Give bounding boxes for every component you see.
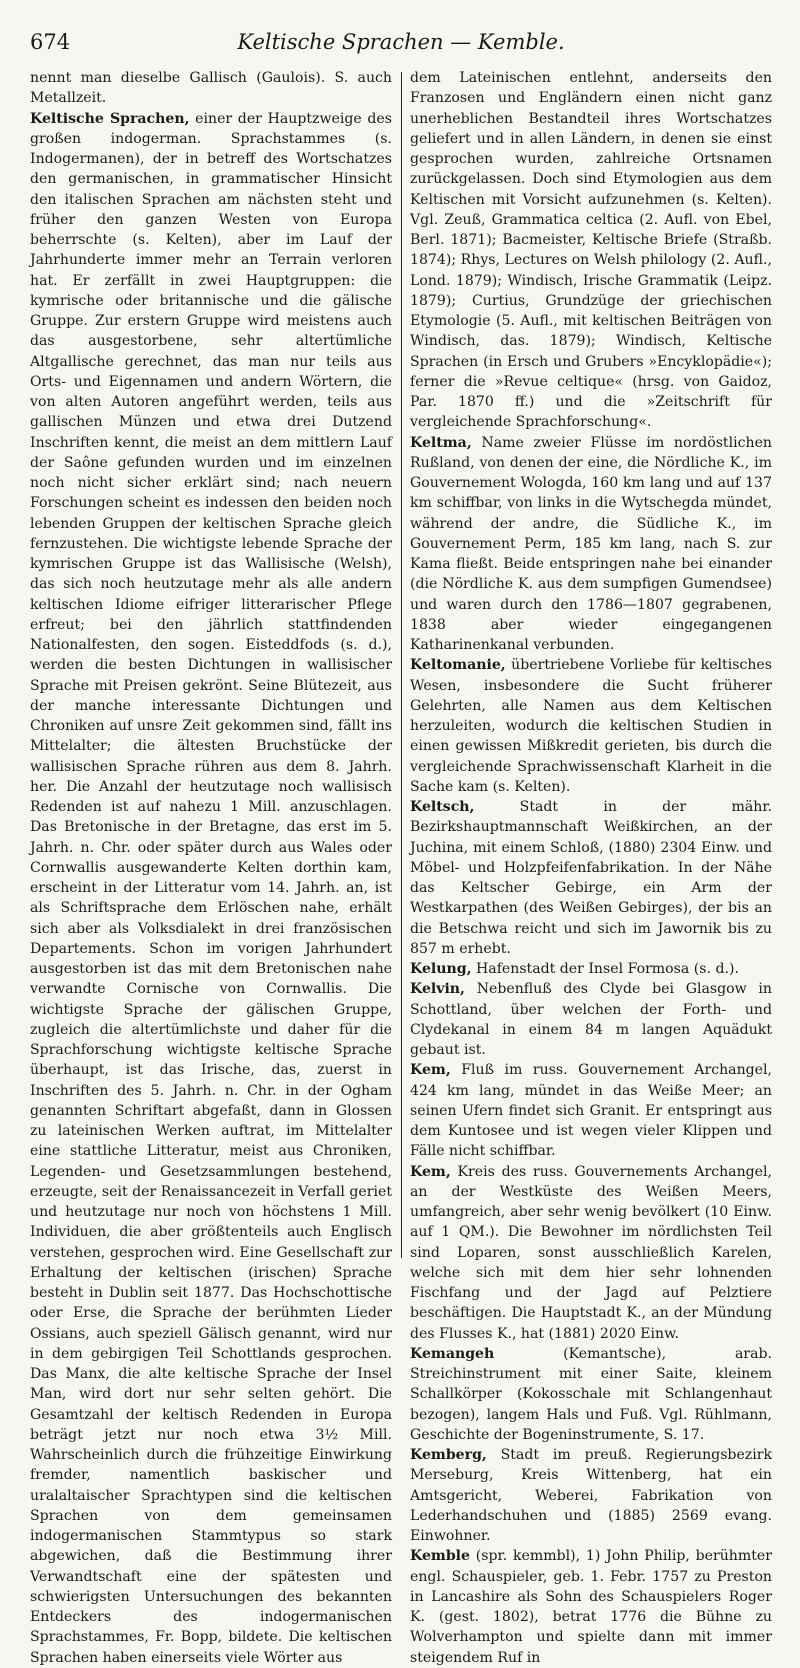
entry-text: Name zweier Flüsse im nordöstlichen Rußland, von denen der eine, die Nördliche K., im Gouvernement Wologda, 160 km lang und auf 137 km schiffbar, von links in die Wytschegda mündet, während der andre, die Südliche K., im Gouvernement Perm, 185 km lang, nach S. zur Kama fließt. Beide entspringen nahe bei einander (die Nördliche K. aus dem sumpfigen Gumendsee) und waren durch den 1786—1807 gegrabenen, 1838 aber wieder eingegangenen Katharinenkanal verbunden. <box>410 434 772 653</box>
column-divider <box>401 72 402 1258</box>
entry-lemma: Kelung, <box>410 961 472 977</box>
entry-text: übertriebene Vorliebe für keltisches Wesen, insbesondere die Sucht früherer Gelehrten, alle Namen aus dem Keltischen herzuleiten, wodurch die keltischen Studien in einen gewissen Mißkredit gerieten, bis durch die vergleichende Sprachwissenschaft Klarheit in die Sache kam (s. Kelten). <box>410 657 772 795</box>
dictionary-entry <box>30 68 392 109</box>
left-column <box>30 68 392 1666</box>
dictionary-entry <box>410 1060 772 1161</box>
dictionary-entry <box>410 1445 772 1546</box>
entry-lemma: Keltma, <box>410 434 472 451</box>
entry-text: nennt man dieselbe Gallisch (Gaulois). S. auch Metallzeit. <box>30 70 392 107</box>
dictionary-entry <box>410 655 772 797</box>
dictionary-entry <box>410 1546 772 1668</box>
entry-text: Stadt in der mähr. Bezirkshauptmannschaft Weißkirchen, an der Juchina, mit einem Schloß, (1880) 2304 Einw. und Möbel- und Holzpfeifenfabrikation. In der Nähe das Keltscher Gebirge, ein Arm der Westkarpathen (des Weißen Gebirges), der bis an die Betschwa reicht und sich im Jawornik bis zu 857 m erhebt. <box>410 799 772 957</box>
entry-text: Kreis des russ. Gouvernements Archangel, an der Westküste des Weißen Meers, umfangreich, aber sehr wenig bevölkert (10 Einw. auf 1 QM.). Die Bewohner im nördlichsten Teil sind Loparen, sonst ausschließlich Karelen, welche sich mit dem hier sehr lohnenden Fischfang und der Jagd auf Pelztiere beschäftigen. Die Hauptstadt K., an der Mündung des Flusses K., hat (1881) 2020 Einw. <box>410 1163 772 1342</box>
entry-lemma: Kemble <box>410 1548 470 1565</box>
entry-lemma: Keltsch, <box>410 799 475 815</box>
right-column <box>410 68 772 1666</box>
entry-text: einer der Hauptzweige des großen indogerman. Sprachstammes (s. Indogermanen), der in betreff des Wortschatzes den germanischen, in grammatischer Hinsicht den italischen Sprachen am nächsten steht und früher den ganzen Westen von Europa beherrschte (s. Kelten), aber im Lauf der Jahrhunderte immer mehr an Terrain verloren hat. Er zerfällt in zwei Hauptgruppen: die kymrische oder britannische und die gälische Gruppe. Zur erstern Gruppe wird meistens auch das ausgestorbene, sehr altertümliche Altgallische gerechnet, das man nur teils aus Orts- und Eigennamen und andern Wörtern, die von alten Autoren angeführt werden, teils aus gallischen Münzen und etwa drei Dutzend Inschriften kennt, die meist an dem mittlern Lauf der Saône gefunden wurden und im einzelnen noch nicht sicher erklärt sind; nach neuern Forschungen scheint es indessen den beiden noch lebenden Gruppen der keltischen Sprache gleich fernzustehen. Die wichtigste lebende Sprache der kymrischen Gruppe ist das Wallisische (Welsh), das sich noch heutzutage mehr als alle andern keltischen Idiome eifriger litterarischer Pflege erfreut; bei den jährlich stattfindenden Nationalfesten, den sogen. Eisteddfods (s. d.), werden die besten Dichtungen in wallisischer Sprache mit Preisen gekrönt. Seine Blütezeit, aus der manche interessante Dichtungen und Chroniken auf unsre Zeit gekommen sind, fällt ins Mittelalter; die ältesten Bruchstücke der wallisischen Sprache rühren aus dem 8. Jahrh. her. Die Anzahl der heutzutage noch wallisisch Redenden ist auf nahezu 1 Mill. anzuschlagen. Das Bretonische in der Bretagne, das erst im 5. Jahrh. n. Chr. oder später durch aus Wales oder Cornwallis ausgewanderte Kelten dorthin kam, erscheint in der Litteratur vom 14. Jahrh. an, ist als Schriftsprache dem Erlöschen nahe, erhält sich aber als Volksdialekt in drei französischen Departements. Schon im vorigen Jahrhundert ausgestorben ist das mit dem Bretonischen nahe verwandte Cornische von Cornwallis. Die wichtigste Sprache der gälischen Gruppe, zugleich die altertümlichste und daher für die Sprachforschung wichtigste keltische Sprache überhaupt, ist das Irische, das, zuerst in Inschriften des 5. Jahrh. n. Chr. in der Ogham genannten Schriftart abgefaßt, dann in Glossen zu lateinischen Werken auftrat, im Mittelalter eine stattliche Litteratur, meist aus Chroniken, Legenden- und Gesetzsammlungen bestehend, erzeugte, seit der Renaissancezeit in Verfall geriet und heutzutage nur noch von höchstens 1 Mill. Individuen, die aber größtenteils auch Englisch verstehen, gesprochen wird. Eine Gesellschaft zur Erhaltung der keltischen (irischen) Sprache besteht in Dublin seit 1877. Das Hochschottische oder Erse, die Sprache der berühmten Lieder Ossians, auch speziell Gälisch genannt, wird nur in dem gebirgigen Teil Schottlands gesprochen. Das Manx, die alte keltische Sprache der Insel Man, wird dort nur sehr selten gehört. Die Gesamtzahl der keltisch Redenden in Europa beträgt jetzt nur noch etwa 3½ Mill. Wahrscheinlich durch die frühzeitige Einwirkung fremder, namentlich baskischer und uralaltaischer Sprachtypen sind die keltischen Sprachen von dem gemeinsamen indogermanischen Stammtypus so stark abgewichen, daß die Bestimmung ihrer Verwandtschaft eine der spätesten und schwierigsten Untersuchungen des bekannten Entdeckers des indogermanischen Sprachstammes, Fr. Bopp, bildete. Die keltischen Sprachen haben einerseits viele Wörter aus <box>30 110 392 1666</box>
entry-lemma: Keltische Sprachen, <box>30 110 190 127</box>
entry-lemma: Kemangeh <box>410 1345 495 1362</box>
entry-lemma: Kemberg, <box>410 1447 487 1463</box>
page-header <box>30 0 772 72</box>
page-number: 674 <box>30 30 71 54</box>
entry-lemma: Keltomanie, <box>410 657 506 674</box>
dictionary-entry <box>410 959 772 979</box>
running-title: Keltische Sprachen — Kemble. <box>237 30 565 54</box>
entry-text: (Kemantsche), arab. Streichinstrument mit einer Saite, kleinem Schallkörper (Kokosschale mit Schlangenhaut bezogen), langem Hals und Fuß. Vgl. Rühlmann, Geschichte der Bogeninstrumente, S. 17. <box>410 1345 772 1443</box>
entry-text: Fluß im russ. Gouvernement Archangel, 424 km lang, mündet in das Weiße Meer; an seinen Ufern findet sich Granit. Er entspringt aus dem Kuntosee und ist wegen vieler Klippen und Fälle nicht schiffbar. <box>410 1062 772 1160</box>
entry-text: (spr. kemmbl), 1) John Philip, berühmter engl. Schauspieler, geb. 1. Febr. 1757 zu Preston in Lancashire als Sohn des Schauspielers Roger K. (gest. 1802), betrat 1776 die Bühne zu Wolverhampton und spielte dann mit immer steigendem Ruf in <box>410 1548 772 1666</box>
entry-text: Nebenfluß des Clyde bei Glasgow in Schottland, über welchen der Forth- und Clydekanal in einem 84 m langen Aquädukt gebaut ist. <box>410 981 772 1058</box>
text-columns <box>30 68 772 1666</box>
entry-text: dem Lateinischen entlehnt, anderseits den Franzosen und Engländern einen nicht ganz unerheblichen Bestandteil ihres Wortschatzes geliefert und in allen Ländern, in denen sie einst gesprochen wurden, zahlreiche Ortsnamen zurückgelassen. Doch sind Etymologien aus dem Keltischen mit Vorsicht aufzunehmen (s. Kelten). Vgl. Zeuß, Grammatica celtica (2. Aufl. von Ebel, Berl. 1871); Bacmeister, Keltische Briefe (Straßb. 1874); Rhys, Lectures on Welsh philology (2. Aufl., Lond. 1879); Windisch, Irische Grammatik (Leipz. 1879); Curtius, Grundzüge der griechischen Etymologie (5. Aufl., mit keltischen Beiträgen von Windisch, das. 1879); Windisch, Keltische Sprachen (in Ersch und Grubers »Encyklopädie«); ferner die »Revue celtique« (hrsg. von Gaidoz, Par. 1870 ff.) und die »Zeitschrift für vergleichende Sprachforschung«. <box>410 70 772 431</box>
entry-lemma: Kelvin, <box>410 981 465 998</box>
dictionary-entry <box>410 1344 772 1445</box>
dictionary-entry <box>410 433 772 656</box>
dictionary-entry <box>30 109 392 1668</box>
dictionary-entry <box>410 797 772 959</box>
entry-lemma: Kem, <box>410 1062 451 1079</box>
entry-lemma: Kem, <box>410 1163 451 1180</box>
dictionary-entry <box>410 68 772 433</box>
dictionary-entry <box>410 979 772 1060</box>
entry-text: Hafenstadt der Insel Formosa (s. d.). <box>471 961 739 977</box>
dictionary-entry <box>410 1162 772 1344</box>
entry-text: Stadt im preuß. Regierungsbezirk Merseburg, Kreis Wittenberg, hat ein Amtsgericht, Weberei, Fabrikation von Lederhandschuhen und (1885) 2569 evang. Einwohner. <box>410 1447 772 1544</box>
